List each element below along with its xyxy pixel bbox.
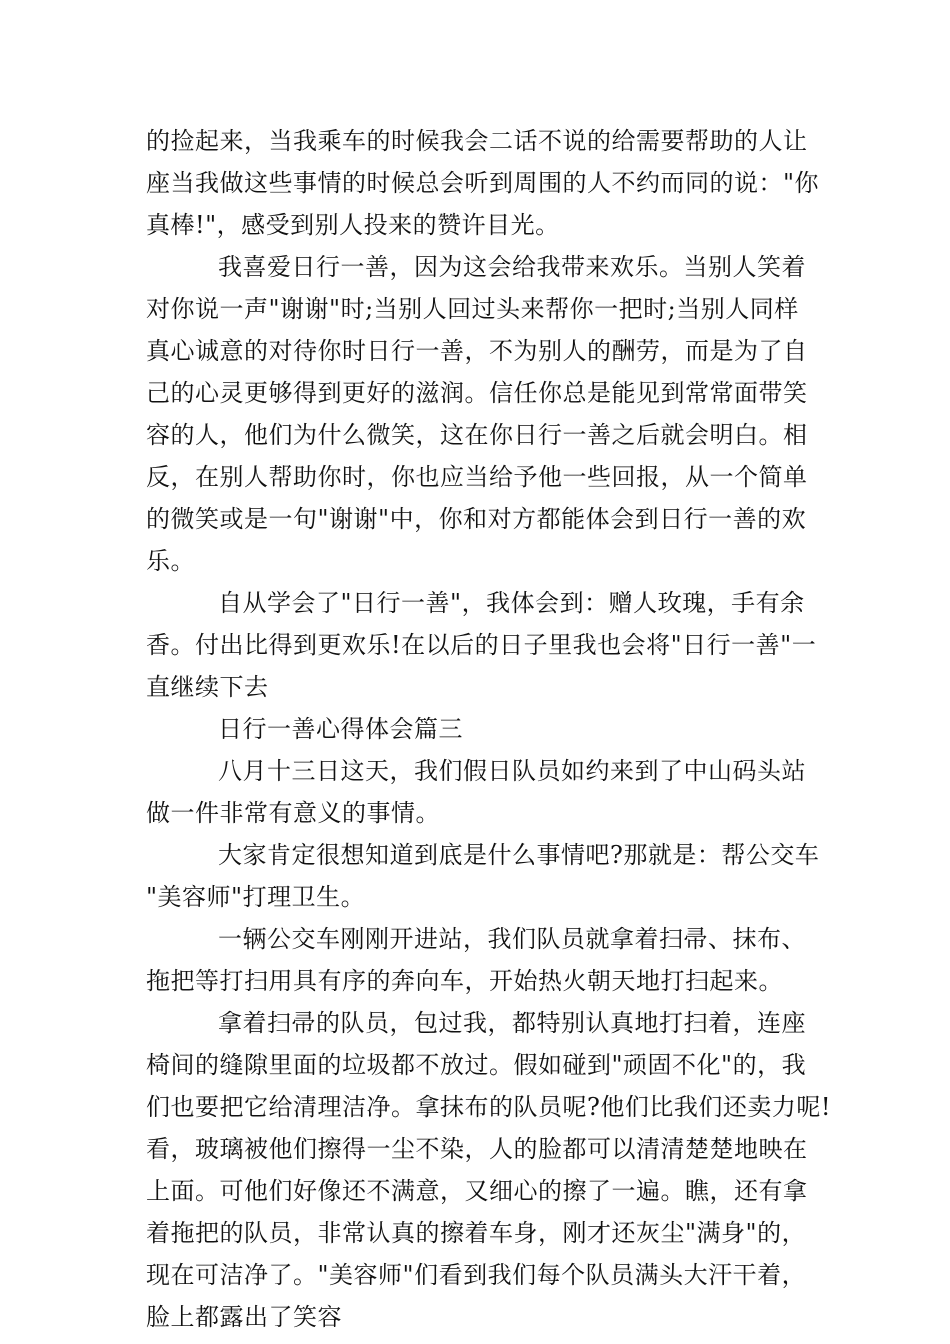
text-line: 椅间的缝隙里面的垃圾都不放过。假如碰到"顽固不化"的，我 (146, 1051, 807, 1079)
text-line: 大家肯定很想知道到底是什么事情吧?那就是：帮公交车 (218, 841, 820, 869)
text-line: 反，在别人帮助你时，你也应当给予他一些回报，从一个简单 (146, 463, 808, 491)
text-line: 容的人，他们为什么微笑，这在你日行一善之后就会明白。相 (146, 421, 808, 449)
text-line: 我喜爱日行一善，因为这会给我带来欢乐。当别人笑着 (218, 253, 806, 281)
document-body (146, 120, 832, 1338)
text-line: 自从学会了"日行一善"，我体会到：赠人玫瑰，手有余 (218, 589, 805, 617)
text-line: 香。付出比得到更欢乐!在以后的日子里我也会将"日行一善"一 (146, 631, 817, 659)
text-line: 的捡起来，当我乘车的时候我会二话不说的给需要帮助的人让 (146, 127, 808, 155)
text-line: 着拖把的队员，非常认真的擦着车身，刚才还灰尘"满身"的， (146, 1219, 807, 1247)
text-line: 直继续下去 (146, 673, 269, 701)
text-line: 现在可洁净了。"美容师"们看到我们每个队员满头大汗干着， (146, 1261, 807, 1289)
text-line: 的微笑或是一句"谢谢"中，你和对方都能体会到日行一善的欢 (146, 505, 807, 533)
text-line: 对你说一声"谢谢"时;当别人回过头来帮你一把时;当别人同样 (146, 295, 799, 323)
text-line: 看，玻璃被他们擦得一尘不染，人的脸都可以清清楚楚地映在 (146, 1135, 808, 1163)
text-line: 真棒!"，感受到别人投来的赞许目光。 (146, 211, 560, 239)
text-line: "美容师"打理卫生。 (146, 883, 366, 911)
text-line: 座当我做这些事情的时候总会听到周围的人不约而同的说："你 (146, 169, 820, 197)
text-line: 日行一善心得体会篇三 (218, 715, 463, 743)
text-line: 们也要把它给清理洁净。拿抹布的队员呢?他们比我们还卖力呢! (146, 1093, 832, 1121)
text-line: 脸上都露出了笑容 (146, 1303, 342, 1331)
text-line: 做一件非常有意义的事情。 (146, 799, 440, 827)
text-line: 八月十三日这天，我们假日队员如约来到了中山码头站 (218, 757, 806, 785)
text-line: 上面。可他们好像还不满意，又细心的擦了一遍。瞧，还有拿 (146, 1177, 808, 1205)
text-line: 拿着扫帚的队员，包过我，都特别认真地打扫着，连座 (218, 1009, 806, 1037)
text-line: 一辆公交车刚刚开进站，我们队员就拿着扫帚、抹布、 (218, 925, 806, 953)
text-line: 拖把等打扫用具有序的奔向车，开始热火朝天地打扫起来。 (146, 967, 783, 995)
text-line: 真心诚意的对待你时日行一善，不为别人的酬劳，而是为了自 (146, 337, 808, 365)
text-line: 己的心灵更够得到更好的滋润。信任你总是能见到常常面带笑 (146, 379, 808, 407)
text-line: 乐。 (146, 547, 195, 575)
